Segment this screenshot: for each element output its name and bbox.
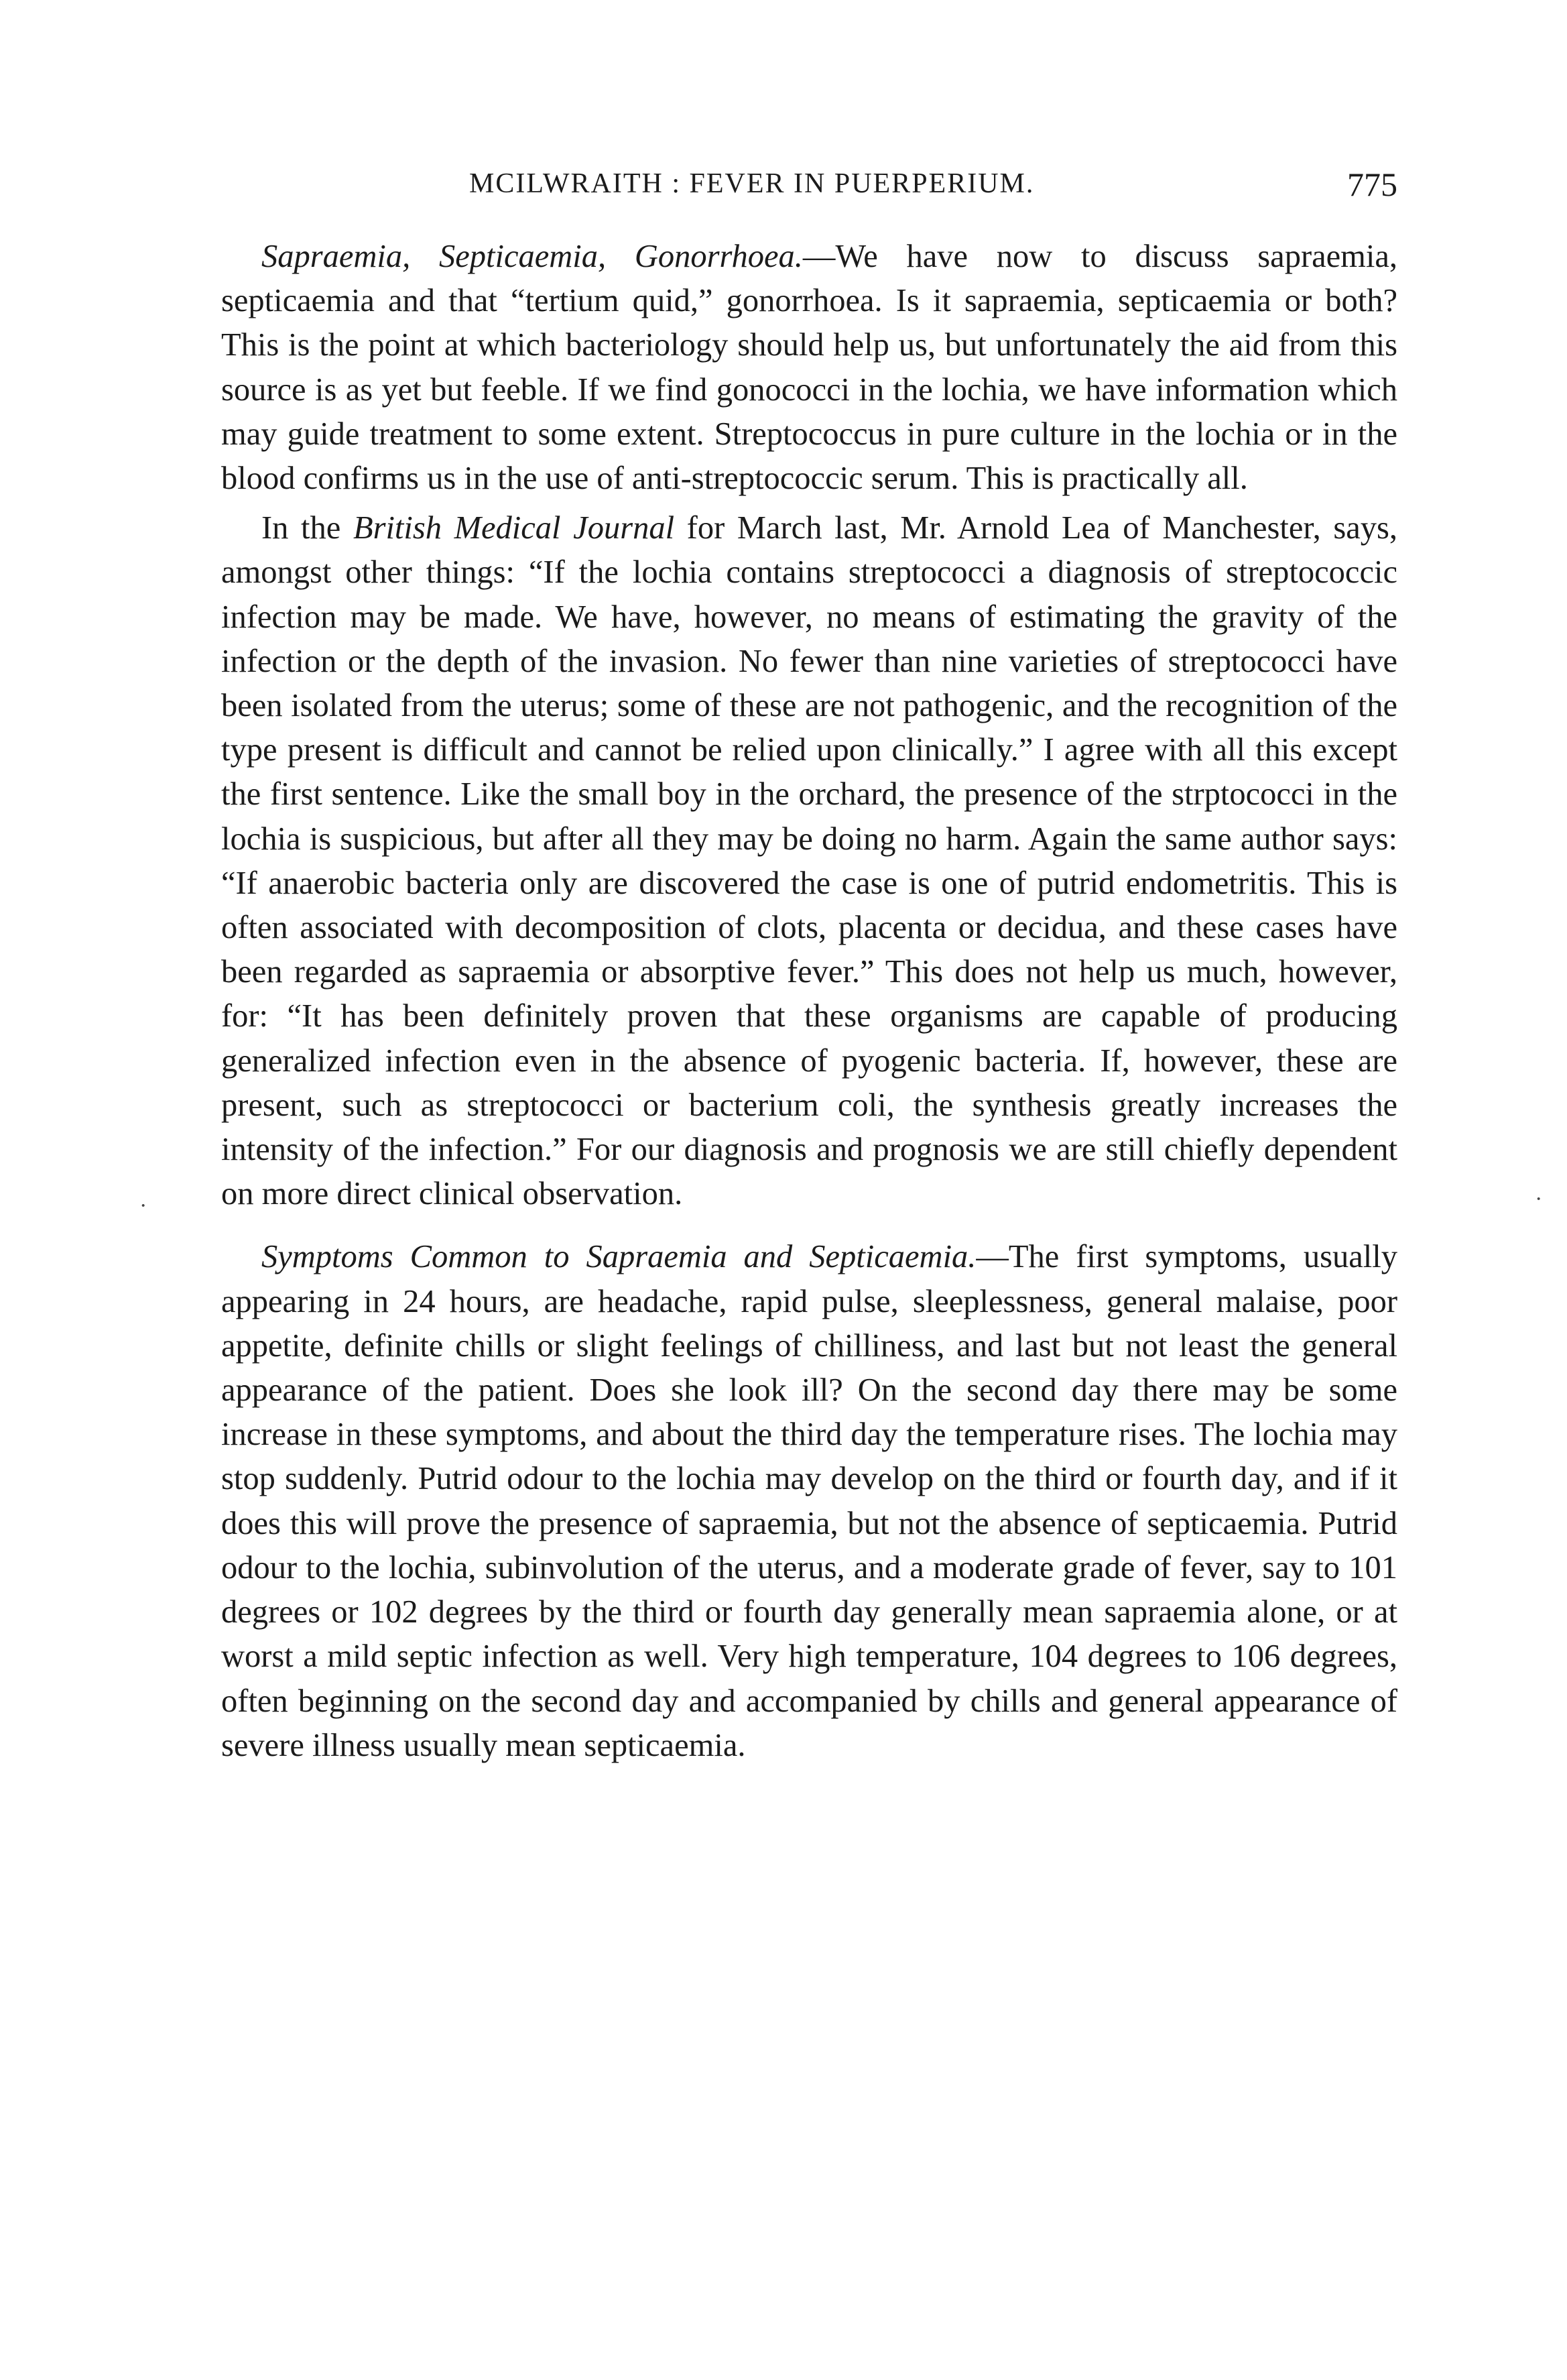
paragraph-text: —We have now to discuss sapraemia, septicaemia and that “tertium quid,” gonorrhoea. Is it sapraemia, septicaemia or both? This is the point at which bacteriology should help us, but unfortunately the aid from this source is as yet but feeble. If we find gonococci in the lochia, we have information which may guide treatment to some extent. Streptococcus in pure culture in the lochia or in the blood confirms us in the use of anti-streptococcic serum. This is practically all. xyxy=(221,239,1397,497)
journal-title: British Medical Journal xyxy=(353,510,675,546)
paragraph-text-after: for March last, Mr. Arnold Lea of Manchester, says, amongst other things: “If the lochia contains streptococci a diagnosis of streptococcic infection may be made. We have, however, no means of estimating the gravity of the infection or the depth of the invasion. No fewer than nine varieties of streptococci have been isolated from the uterus; some of these are not pathogenic, and the recognition of the type present is difficult and cannot be relied upon clinically.” I agree with all this except the first sentence. Like the small boy in the orchard, the presence of the strptococci in the lochia is suspicious, but after all they may be doing no harm. Again the same author says: “If anaerobic bacteria only are discovered the case is one of putrid endometritis. This is often associated with decomposition of clots, placenta or decidua, and these cases have been regarded as sapraemia or absorptive fever.” This does not help us much, however, for: “It has been definitely proven that these organisms are capable of producing generalized infection even in the absence of pyogenic bacteria. If, however, these are present, such as streptococci or bacterium coli, the synthesis greatly increases the intensity of the infection.” For our diagnosis and prognosis we are still chiefly dependent on more direct clinical observation. xyxy=(221,510,1397,1212)
paragraph-lead-heading: Symptoms Common to Sapraemia and Septicaemia. xyxy=(261,1239,977,1275)
paragraph-lead-heading: Sapraemia, Septicaemia, Gonorrhoea. xyxy=(261,239,803,274)
paragraph-text: —The first symptoms, usually appearing in 24 hours, are headache, rapid pulse, sleeplessness, general malaise, poor appetite, definite chills or slight feelings of chilliness, and last but not least the general appearance of the patient. Does she look ill? On the second day there may be some increase in these symptoms, and about the third day the temperature rises. The lochia may stop suddenly. Putrid odour to the lochia may develop on the third or fourth day, and if it does this will prove the presence of sapraemia, but not the absence of septicaemia. Putrid odour to the lochia, subinvolution of the uterus, and a moderate grade of fever, say to 101 degrees or 102 degrees by the third or fourth day generally mean sapraemia alone, or at worst a mild septic infection as well. Very high temperature, 104 degrees to 106 degrees, often beginning on the second day and accompanied by chills and general appearance of severe illness usually mean septicaemia. xyxy=(221,1239,1397,1763)
margin-speck: · xyxy=(1535,1187,1543,1211)
running-head xyxy=(221,168,1397,208)
page-number: 775 xyxy=(1347,166,1397,203)
running-title: MCILWRAITH : FEVER IN PUERPERIUM. xyxy=(469,168,1035,199)
body-text xyxy=(221,235,1397,1768)
paragraph-symptoms xyxy=(221,1235,1397,1767)
margin-speck: · xyxy=(139,1193,147,1218)
paragraph-text-before: In the xyxy=(261,510,353,546)
paragraph-lea-quote xyxy=(221,506,1397,1216)
paragraph-sapraemia xyxy=(221,235,1397,501)
